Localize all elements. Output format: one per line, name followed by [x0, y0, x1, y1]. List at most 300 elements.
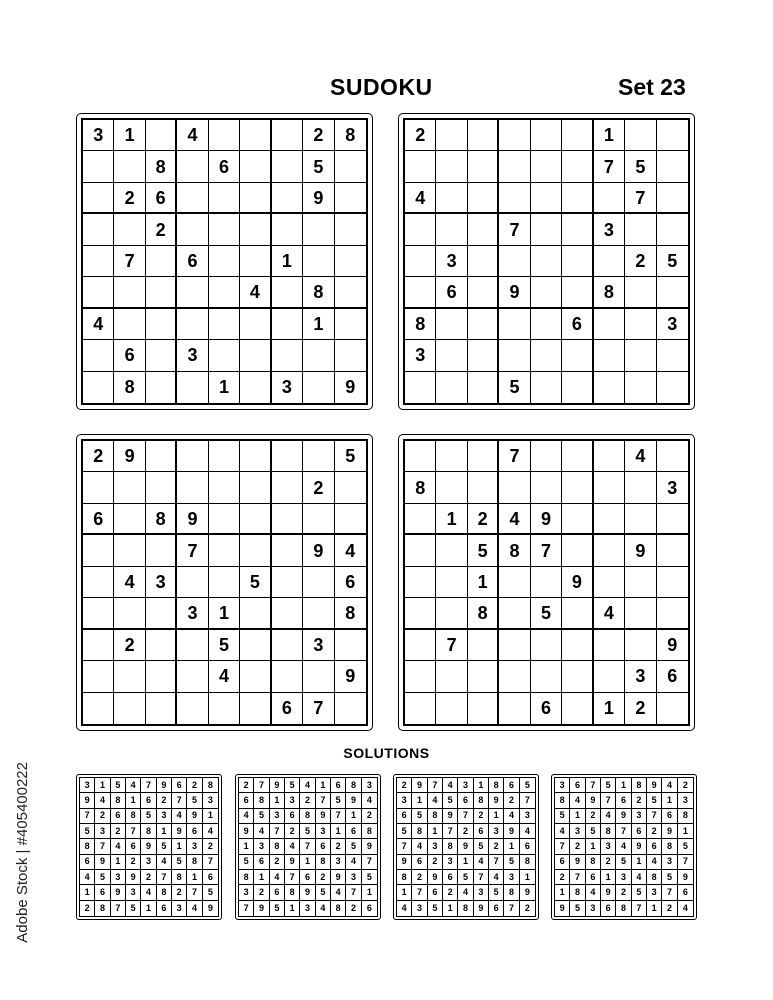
- solution1-cell-r8c6: 8: [157, 885, 172, 900]
- solution4-cell-r6c3: 8: [586, 855, 601, 870]
- solution1-cell-r1c5: 7: [141, 778, 156, 793]
- solution4-cell-r7c9: 9: [678, 870, 693, 885]
- solution2-cell-r3c4: 6: [285, 809, 300, 824]
- puzzle2-cell-r2c3: [468, 151, 499, 182]
- puzzle2-cell-r6c4: 9: [499, 277, 530, 308]
- solution1-cell-r2c1: 9: [80, 793, 95, 808]
- solution1-cell-r6c1: 6: [80, 855, 95, 870]
- solution4-cell-r5c5: 4: [616, 839, 631, 854]
- solution4-cell-r1c9: 2: [678, 778, 693, 793]
- puzzle3-cell-r9c2: [114, 693, 145, 724]
- puzzle4-cell-r8c6: [562, 661, 593, 692]
- puzzle4-cell-r6c3: 8: [468, 598, 499, 629]
- solution4-cell-r6c8: 3: [662, 855, 677, 870]
- puzzle2-cell-r8c7: [594, 340, 625, 371]
- solution3-cell-r4c4: 7: [443, 824, 458, 839]
- puzzle1-cell-r7c7: [272, 309, 303, 340]
- puzzle4-cell-r3c2: 1: [436, 504, 467, 535]
- puzzle4-cell-r6c2: [436, 598, 467, 629]
- solution3-cell-r5c5: 9: [458, 839, 473, 854]
- puzzle2-cell-r2c1: [405, 151, 436, 182]
- puzzle1-cell-r9c7: 3: [272, 372, 303, 403]
- puzzle4-cell-r6c1: [405, 598, 436, 629]
- solution4-cell-r1c7: 9: [647, 778, 662, 793]
- solution2-cell-r7c6: 2: [316, 870, 331, 885]
- puzzle1-cell-r4c7: [272, 214, 303, 245]
- solution4-cell-r6c2: 9: [570, 855, 585, 870]
- solution4-cell-r1c1: 3: [555, 778, 570, 793]
- puzzle3-cell-r7c8: 3: [303, 630, 334, 661]
- puzzle1-cell-r9c8: [303, 372, 334, 403]
- solution4-cell-r7c6: 4: [632, 870, 647, 885]
- solution3-cell-r4c9: 4: [520, 824, 535, 839]
- puzzle3-cell-r4c1: [83, 535, 114, 566]
- solution4-cell-r6c4: 2: [601, 855, 616, 870]
- puzzle4-cell-r2c4: [499, 472, 530, 503]
- solution2-cell-r4c1: 9: [239, 824, 254, 839]
- solution4-cell-r9c9: 4: [682, 902, 688, 913]
- solution2-cell-r3c1: 4: [239, 809, 254, 824]
- solution3-cell-r4c2: 8: [412, 824, 427, 839]
- puzzle3-cell-r7c6: [240, 630, 271, 661]
- puzzle1-cell-r4c5: [209, 214, 240, 245]
- puzzle1-cell-r6c2: [114, 277, 145, 308]
- puzzle2-cell-r8c1: 3: [405, 340, 436, 371]
- solution2-cell-r9c1: 7: [239, 901, 254, 916]
- puzzle1-cell-r5c2: 7: [114, 246, 145, 277]
- puzzle1-cell-r8c8: [303, 340, 334, 371]
- puzzle3-cell-r4c3: [146, 535, 177, 566]
- solution4-cell-r1c4: 5: [601, 778, 616, 793]
- solution2-cell-r8c1: 3: [239, 885, 254, 900]
- solution2-cell-r2c8: 9: [346, 793, 361, 808]
- puzzle2-cell-r7c2: [436, 309, 467, 340]
- puzzle2-cell-r3c4: [499, 183, 530, 214]
- solution3-cell-r7c8: 3: [504, 870, 519, 885]
- puzzle3-cell-r1c6: [240, 441, 271, 472]
- puzzle2-cell-r7c4: [499, 309, 530, 340]
- solution4-cell-r8c2: 8: [570, 885, 585, 900]
- solution1-cell-r4c2: 3: [95, 824, 110, 839]
- puzzle1-cell-r4c4: [177, 214, 208, 245]
- puzzle3-cell-r7c5: 5: [209, 630, 240, 661]
- puzzle4-cell-r1c6: [562, 441, 593, 472]
- puzzle4-cell-r9c4: [499, 693, 530, 724]
- solution4-cell-r7c8: 5: [662, 870, 677, 885]
- puzzle1-cell-r5c6: [240, 246, 271, 277]
- solution2-cell-r8c8: 7: [346, 885, 361, 900]
- solution2-cell-r8c3: 6: [270, 885, 285, 900]
- puzzle3-cell-r2c3: [146, 472, 177, 503]
- solution1-cell-r3c7: 4: [172, 809, 187, 824]
- puzzle1-cell-r5c8: [303, 246, 334, 277]
- puzzle4-cell-r6c4: [499, 598, 530, 629]
- puzzle4-cell-r4c8: 9: [625, 535, 656, 566]
- solution3-cell-r6c1: 9: [397, 855, 412, 870]
- solution2-cell-r9c6: 4: [316, 901, 331, 916]
- puzzle2-cell-r1c2: [436, 120, 467, 151]
- puzzle4-cell-r7c1: [405, 630, 436, 661]
- solution1-cell-r6c5: 3: [141, 855, 156, 870]
- solution3-cell-r6c7: 7: [489, 855, 504, 870]
- solution3-cell-r4c8: 9: [504, 824, 519, 839]
- solution-grid: [79, 777, 219, 917]
- puzzle1-cell-r7c2: [114, 309, 145, 340]
- solution-grid: [238, 777, 378, 917]
- solution3-cell-r6c2: 6: [412, 855, 427, 870]
- solution3-cell-r9c1: 4: [397, 901, 412, 916]
- solution3-cell-r1c6: 1: [474, 778, 489, 793]
- solution1-cell-r6c2: 9: [95, 855, 110, 870]
- solution2-cell-r4c7: 1: [331, 824, 346, 839]
- puzzle1-cell-r7c8: 1: [303, 309, 334, 340]
- puzzle1-cell-r9c2: 8: [114, 372, 145, 403]
- puzzle2-cell-r7c5: [531, 309, 562, 340]
- puzzle2-cell-r6c9: [657, 277, 688, 308]
- puzzle4-cell-r1c8: 4: [625, 441, 656, 472]
- puzzle2-cell-r8c4: [499, 340, 530, 371]
- solution2-cell-r1c7: 6: [331, 778, 346, 793]
- puzzle1-cell-r2c2: [114, 151, 145, 182]
- solution4-cell-r6c5: 5: [616, 855, 631, 870]
- solution3-cell-r7c1: 8: [397, 870, 412, 885]
- solution3-cell-r4c1: 5: [397, 824, 412, 839]
- puzzle1-cell-r5c4: 6: [177, 246, 208, 277]
- solution3-cell-r3c4: 9: [443, 809, 458, 824]
- puzzle4-cell-r5c6: 9: [562, 567, 593, 598]
- puzzle4-cell-r3c4: 4: [499, 504, 530, 535]
- solution3-cell-r7c5: 5: [458, 870, 473, 885]
- solution3-cell-r1c4: 4: [443, 778, 458, 793]
- puzzle2-cell-r6c3: [468, 277, 499, 308]
- puzzle3-cell-r5c9: 6: [335, 567, 366, 598]
- solution3-cell-r1c8: 6: [504, 778, 519, 793]
- solution4-cell-r5c1: 7: [555, 839, 570, 854]
- solution3-cell-r9c2: 3: [412, 901, 427, 916]
- puzzle2-cell-r7c6: 6: [562, 309, 593, 340]
- solution2-cell-r9c4: 1: [285, 901, 300, 916]
- puzzle1-cell-r7c3: [146, 309, 177, 340]
- puzzle3-cell-r1c9: 5: [335, 441, 366, 472]
- solution2-cell-r2c2: 8: [254, 793, 269, 808]
- puzzle3-cell-r4c6: [240, 535, 271, 566]
- solution1-cell-r7c3: 3: [111, 870, 126, 885]
- puzzle2-cell-r9c4: 5: [499, 372, 530, 403]
- puzzle4-cell-r2c9: 3: [657, 472, 688, 503]
- solution3-cell-r7c6: 7: [474, 870, 489, 885]
- puzzle2-cell-r5c9: 5: [657, 246, 688, 277]
- solution4-cell-r1c3: 7: [586, 778, 601, 793]
- puzzle3-cell-r3c1: 6: [83, 504, 114, 535]
- solution2-cell-r4c6: 3: [316, 824, 331, 839]
- solution3-cell-r5c3: 3: [428, 839, 443, 854]
- puzzle1-cell-r6c6: 4: [240, 277, 271, 308]
- puzzle3-cell-r8c2: [114, 661, 145, 692]
- solution2-cell-r2c1: 6: [239, 793, 254, 808]
- puzzle2-cell-r5c4: [499, 246, 530, 277]
- solution1-cell-r5c1: 8: [80, 839, 95, 854]
- solution1-cell-r7c7: 8: [172, 870, 187, 885]
- sudoku-grid: [81, 118, 368, 405]
- solution3-cell-r3c5: 7: [458, 809, 473, 824]
- puzzle2-cell-r9c6: [562, 372, 593, 403]
- solution3-cell-r1c5: 3: [458, 778, 473, 793]
- solution3-cell-r5c9: 6: [520, 839, 535, 854]
- solution2-cell-r5c9: 9: [362, 839, 377, 854]
- puzzle4-cell-r5c2: [436, 567, 467, 598]
- solution2-cell-r1c8: 8: [346, 778, 361, 793]
- puzzle2-cell-r1c3: [468, 120, 499, 151]
- solution3-cell-r8c9: 9: [520, 885, 535, 900]
- solution4-cell-r1c8: 4: [662, 778, 677, 793]
- puzzle3-cell-r2c6: [240, 472, 271, 503]
- solution2-cell-r1c6: 1: [316, 778, 331, 793]
- solution2-cell-r2c4: 3: [285, 793, 300, 808]
- puzzle3-cell-r2c5: [209, 472, 240, 503]
- puzzle2-cell-r4c9: [657, 214, 688, 245]
- solution4-cell-r7c1: 2: [555, 870, 570, 885]
- solution-grid: [396, 777, 536, 917]
- puzzle1-cell-r2c9: [335, 151, 366, 182]
- solution4-cell-r2c8: 1: [662, 793, 677, 808]
- solution2-cell-r7c9: 5: [362, 870, 377, 885]
- puzzle4-cell-r1c7: [594, 441, 625, 472]
- puzzle2-cell-r8c6: [562, 340, 593, 371]
- puzzle1-cell-r4c8: [303, 214, 334, 245]
- solution3-cell-r6c3: 2: [428, 855, 443, 870]
- solution3-cell-r9c6: 9: [474, 901, 489, 916]
- solution4-cell-r8c4: 9: [601, 885, 616, 900]
- puzzle4-cell-r3c9: [657, 504, 688, 535]
- puzzle1-cell-r3c2: 2: [114, 183, 145, 214]
- solution3-cell-r8c3: 6: [428, 885, 443, 900]
- solution3-cell-r2c1: 3: [397, 793, 412, 808]
- solution4-cell-r5c2: 2: [570, 839, 585, 854]
- solution1-cell-r6c3: 1: [111, 855, 126, 870]
- puzzle3-cell-r7c4: [177, 630, 208, 661]
- solution1-cell-r9c4: 5: [126, 901, 141, 916]
- puzzle3-cell-r7c7: [272, 630, 303, 661]
- puzzle2-cell-r4c6: [562, 214, 593, 245]
- solution2-cell-r6c7: 3: [331, 855, 346, 870]
- puzzle1-cell-r2c4: [177, 151, 208, 182]
- solution1-cell-r2c6: 2: [157, 793, 172, 808]
- puzzle3-cell-r8c5: 4: [209, 661, 240, 692]
- puzzle1-cell-r2c1: [83, 151, 114, 182]
- puzzle1-cell-r8c5: [209, 340, 240, 371]
- sudoku-grid: [403, 439, 690, 726]
- solution4-cell-r5c9: 5: [678, 839, 693, 854]
- solution1-cell-r7c2: 5: [95, 870, 110, 885]
- solution2-cell-r3c9: 2: [362, 809, 377, 824]
- solution4-cell-r1c5: 1: [616, 778, 631, 793]
- solution3-cell-r2c8: 2: [504, 793, 519, 808]
- solution4-cell-r5c3: 1: [586, 839, 601, 854]
- solution1-cell-r5c3: 4: [111, 839, 126, 854]
- puzzle-2: [398, 113, 695, 410]
- solution3-cell-r6c5: 1: [458, 855, 473, 870]
- puzzle2-cell-r1c6: [562, 120, 593, 151]
- puzzle4-cell-r6c6: [562, 598, 593, 629]
- puzzle4-cell-r7c3: [468, 630, 499, 661]
- solution3-cell-r2c2: 1: [412, 793, 427, 808]
- puzzle2-cell-r2c2: [436, 151, 467, 182]
- solution3-cell-r6c9: 8: [520, 855, 535, 870]
- puzzle4-cell-r4c2: [436, 535, 467, 566]
- solution1-cell-r4c3: 2: [111, 824, 126, 839]
- solution2-cell-r2c7: 5: [331, 793, 346, 808]
- puzzle2-cell-r8c5: [531, 340, 562, 371]
- puzzle3-cell-r6c8: [303, 598, 334, 629]
- puzzle3-cell-r9c8: 7: [303, 693, 334, 724]
- puzzle4-cell-r1c4: 7: [499, 441, 530, 472]
- puzzle4-cell-r6c8: [625, 598, 656, 629]
- puzzle3-cell-r6c1: [83, 598, 114, 629]
- puzzle1-cell-r5c5: [209, 246, 240, 277]
- solution4-cell-r4c3: 5: [586, 824, 601, 839]
- solution2-cell-r7c3: 4: [270, 870, 285, 885]
- solution1-cell-r2c3: 8: [111, 793, 126, 808]
- puzzle4-cell-r3c8: [625, 504, 656, 535]
- puzzle4-cell-r9c6: [562, 693, 593, 724]
- puzzle2-cell-r4c1: [405, 214, 436, 245]
- puzzle3-cell-r2c8: 2: [303, 472, 334, 503]
- puzzle1-cell-r1c5: [209, 120, 240, 151]
- puzzle3-cell-r4c9: 4: [335, 535, 366, 566]
- solution4-cell-r8c3: 4: [586, 885, 601, 900]
- solution3-cell-r2c3: 4: [428, 793, 443, 808]
- solution4-cell-r9c2: 5: [570, 901, 585, 916]
- puzzle1-cell-r6c3: [146, 277, 177, 308]
- solution1-cell-r5c2: 7: [95, 839, 110, 854]
- solution2-cell-r2c6: 7: [316, 793, 331, 808]
- puzzle2-cell-r4c7: 3: [594, 214, 625, 245]
- solution4-cell-r4c9: 1: [678, 824, 693, 839]
- solution4-cell-r8c9: 6: [678, 885, 693, 900]
- puzzle1-cell-r1c6: [240, 120, 271, 151]
- solution2-cell-r3c2: 5: [254, 809, 269, 824]
- solution2-cell-r7c7: 9: [331, 870, 346, 885]
- solution4-cell-r3c6: 3: [632, 809, 647, 824]
- puzzle3-cell-r9c7: 6: [272, 693, 303, 724]
- solution3-cell-r8c7: 5: [489, 885, 504, 900]
- puzzle1-cell-r3c1: [83, 183, 114, 214]
- puzzle4-cell-r3c1: [405, 504, 436, 535]
- solution1-cell-r4c5: 8: [141, 824, 156, 839]
- solution2-cell-r1c1: 2: [239, 778, 254, 793]
- puzzle3-cell-r8c9: 9: [335, 661, 366, 692]
- solution1-cell-r3c9: 1: [203, 809, 218, 824]
- puzzle1-cell-r2c5: 6: [209, 151, 240, 182]
- sudoku-grid: [403, 118, 690, 405]
- solution1-cell-r8c1: 1: [80, 885, 95, 900]
- puzzle4-cell-r4c7: [594, 535, 625, 566]
- solution3-cell-r3c9: 3: [520, 809, 535, 824]
- solution3-cell-r8c2: 7: [412, 885, 427, 900]
- solution3-cell-r1c9: 5: [520, 778, 535, 793]
- puzzle2-cell-r2c9: [657, 151, 688, 182]
- solution4-cell-r4c7: 2: [647, 824, 662, 839]
- solution4-cell-r9c5: 8: [616, 901, 631, 916]
- solution4-cell-r2c5: 6: [616, 793, 631, 808]
- puzzle1-cell-r4c6: [240, 214, 271, 245]
- puzzle2-cell-r3c3: [468, 183, 499, 214]
- puzzle4-cell-r5c7: [594, 567, 625, 598]
- solution4-cell-r4c8: 9: [662, 824, 677, 839]
- solution2-cell-r1c9: 3: [362, 778, 377, 793]
- solution1-cell-r1c9: 8: [203, 778, 218, 793]
- puzzle2-cell-r4c5: [531, 214, 562, 245]
- solution2-cell-r8c6: 5: [316, 885, 331, 900]
- puzzle4-cell-r8c1: [405, 661, 436, 692]
- puzzle2-cell-r3c9: [657, 183, 688, 214]
- solution3-cell-r6c6: 4: [474, 855, 489, 870]
- puzzle4-cell-r1c2: [436, 441, 467, 472]
- puzzle4-cell-r1c5: [531, 441, 562, 472]
- solution1-cell-r4c7: 9: [172, 824, 187, 839]
- solution2-cell-r9c5: 3: [300, 901, 315, 916]
- puzzle4-cell-r7c4: [499, 630, 530, 661]
- puzzle2-cell-r1c8: [625, 120, 656, 151]
- puzzle1-cell-r3c5: [209, 183, 240, 214]
- puzzle3-cell-r6c3: [146, 598, 177, 629]
- puzzle4-cell-r1c1: [405, 441, 436, 472]
- puzzle4-cell-r2c1: 8: [405, 472, 436, 503]
- puzzle3-cell-r5c5: [209, 567, 240, 598]
- puzzle3-cell-r2c1: [83, 472, 114, 503]
- solution2-cell-r7c4: 7: [285, 870, 300, 885]
- solution3-cell-r8c6: 3: [474, 885, 489, 900]
- puzzle4-cell-r7c9: 9: [657, 630, 688, 661]
- solution1-cell-r1c8: 2: [187, 778, 202, 793]
- solution4-cell-r1c6: 8: [632, 778, 647, 793]
- puzzle2-cell-r8c8: [625, 340, 656, 371]
- puzzle3-cell-r3c4: 9: [177, 504, 208, 535]
- solution4-cell-r2c4: 7: [601, 793, 616, 808]
- puzzle2-cell-r9c5: [531, 372, 562, 403]
- puzzle4-cell-r4c6: [562, 535, 593, 566]
- solution3-cell-r9c5: 8: [458, 901, 473, 916]
- puzzle3-cell-r8c6: [240, 661, 271, 692]
- puzzle1-cell-r3c6: [240, 183, 271, 214]
- solution4-cell-r7c5: 3: [616, 870, 631, 885]
- puzzle3-cell-r4c8: 9: [303, 535, 334, 566]
- solution4-cell-r8c5: 2: [616, 885, 631, 900]
- solution3-cell-r9c7: 6: [489, 901, 504, 916]
- puzzle4-cell-r2c3: [468, 472, 499, 503]
- puzzle1-cell-r1c3: [146, 120, 177, 151]
- solution2-cell-r3c3: 3: [270, 809, 285, 824]
- puzzle3-cell-r4c4: 7: [177, 535, 208, 566]
- solution1-cell-r1c7: 6: [172, 778, 187, 793]
- solution4-cell-r7c2: 7: [570, 870, 585, 885]
- solution3-cell-r5c2: 4: [412, 839, 427, 854]
- solution1-cell-r8c7: 2: [172, 885, 187, 900]
- solution1-cell-r7c8: 1: [187, 870, 202, 885]
- solution3-cell-r4c3: 1: [428, 824, 443, 839]
- solution4-cell-r6c1: 6: [555, 855, 570, 870]
- solution1-cell-r9c1: 2: [80, 901, 95, 916]
- puzzle4-cell-r4c5: 7: [531, 535, 562, 566]
- solution3-cell-r3c3: 8: [428, 809, 443, 824]
- solution1-cell-r8c2: 6: [95, 885, 110, 900]
- puzzle2-cell-r7c3: [468, 309, 499, 340]
- puzzle4-cell-r9c3: [468, 693, 499, 724]
- puzzle-4: [398, 434, 695, 731]
- solution1-cell-r5c9: 2: [203, 839, 218, 854]
- puzzle3-cell-r3c8: [303, 504, 334, 535]
- solution4-cell-r6c9: 7: [678, 855, 693, 870]
